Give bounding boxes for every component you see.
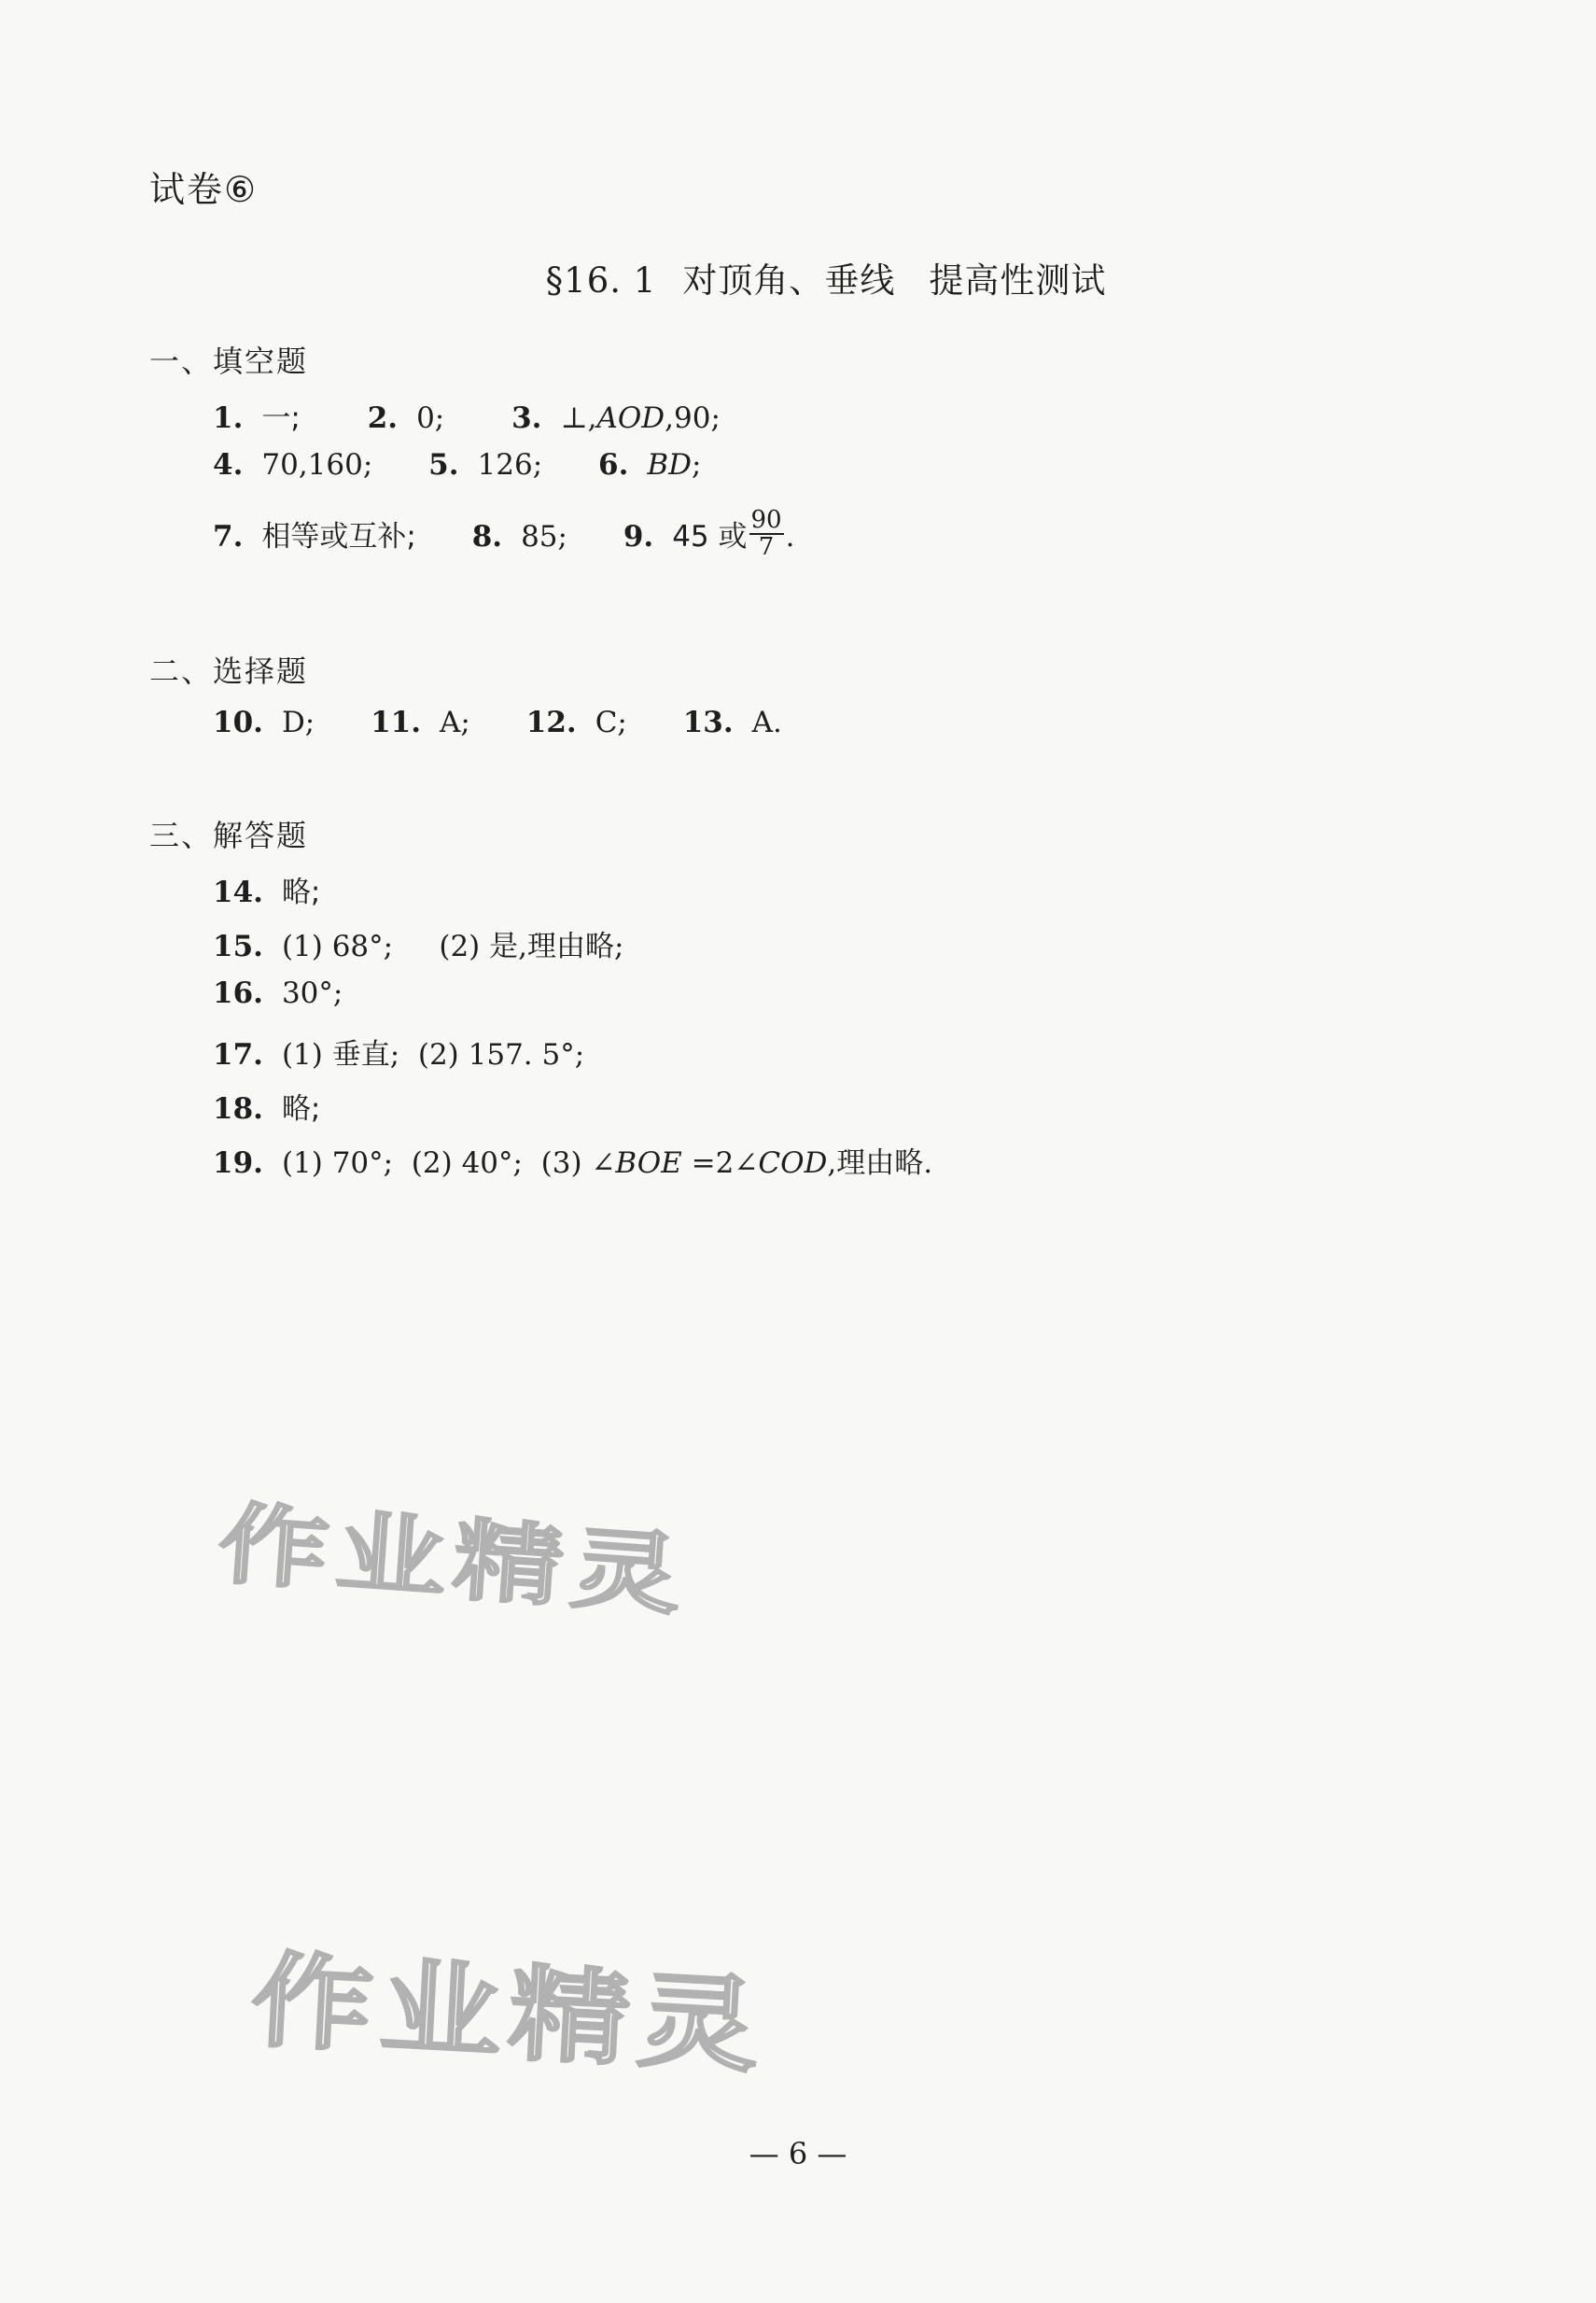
answer-item: 6. BD; [598,448,702,482]
title-subtitle: 提高性测试 [929,260,1107,301]
answer-line [213,506,795,565]
answer-line: 16. 30°; [213,976,343,1010]
answer-line: 17. (1) 垂直; (2) 157. 5°; [213,1038,585,1072]
section-heading-answer: 三、解答题 [149,818,309,853]
paper-label: 试卷⑥ [149,169,259,210]
answer-item: 11. A; [371,706,470,739]
answer-item: 9. 45 或 $\frac{90}{7}$ . [623,506,795,562]
answer-line: 19. (1) 70°; (2) 40°; (3) ∠BOE =2∠COD,理由略. [213,1146,933,1180]
page-number: — 6 — [749,2136,847,2171]
answer-line: 15. (1) 68°; (2) 是,理由略; [213,930,624,963]
answer-line [213,706,782,739]
answer-item: 13. A. [682,706,782,739]
fraction: $\frac{90}{7}$ [750,506,782,562]
answer-item: 7. 相等或互补; [213,519,416,554]
title-topic: 对顶角、垂线 [682,260,896,301]
answer-item: 3. ⊥,AOD,90; [511,401,721,435]
answer-item: 12. C; [525,706,627,739]
answer-item: 4. 70,160; [213,448,373,482]
answer-item: 8. 85; [471,519,567,554]
page-title [0,252,1596,302]
answer-item: 10. D; [213,706,315,739]
section-number: §16. 1 [545,260,657,301]
answer-line: 18. 略; [213,1092,321,1126]
watermark: 作业精灵 [248,1939,770,2087]
answer-line [213,448,701,482]
answer-item: 5. 126; [428,448,543,482]
watermark: 作业精灵 [215,1491,693,1628]
section-heading-choice: 二、选择题 [149,653,309,689]
answer-item: 1. 一; [213,401,301,435]
section-heading-fill: 一、填空题 [149,344,309,379]
answer-line [213,394,721,436]
answer-line: 14. 略; [213,876,321,909]
answer-item: 2. 0; [367,401,445,435]
